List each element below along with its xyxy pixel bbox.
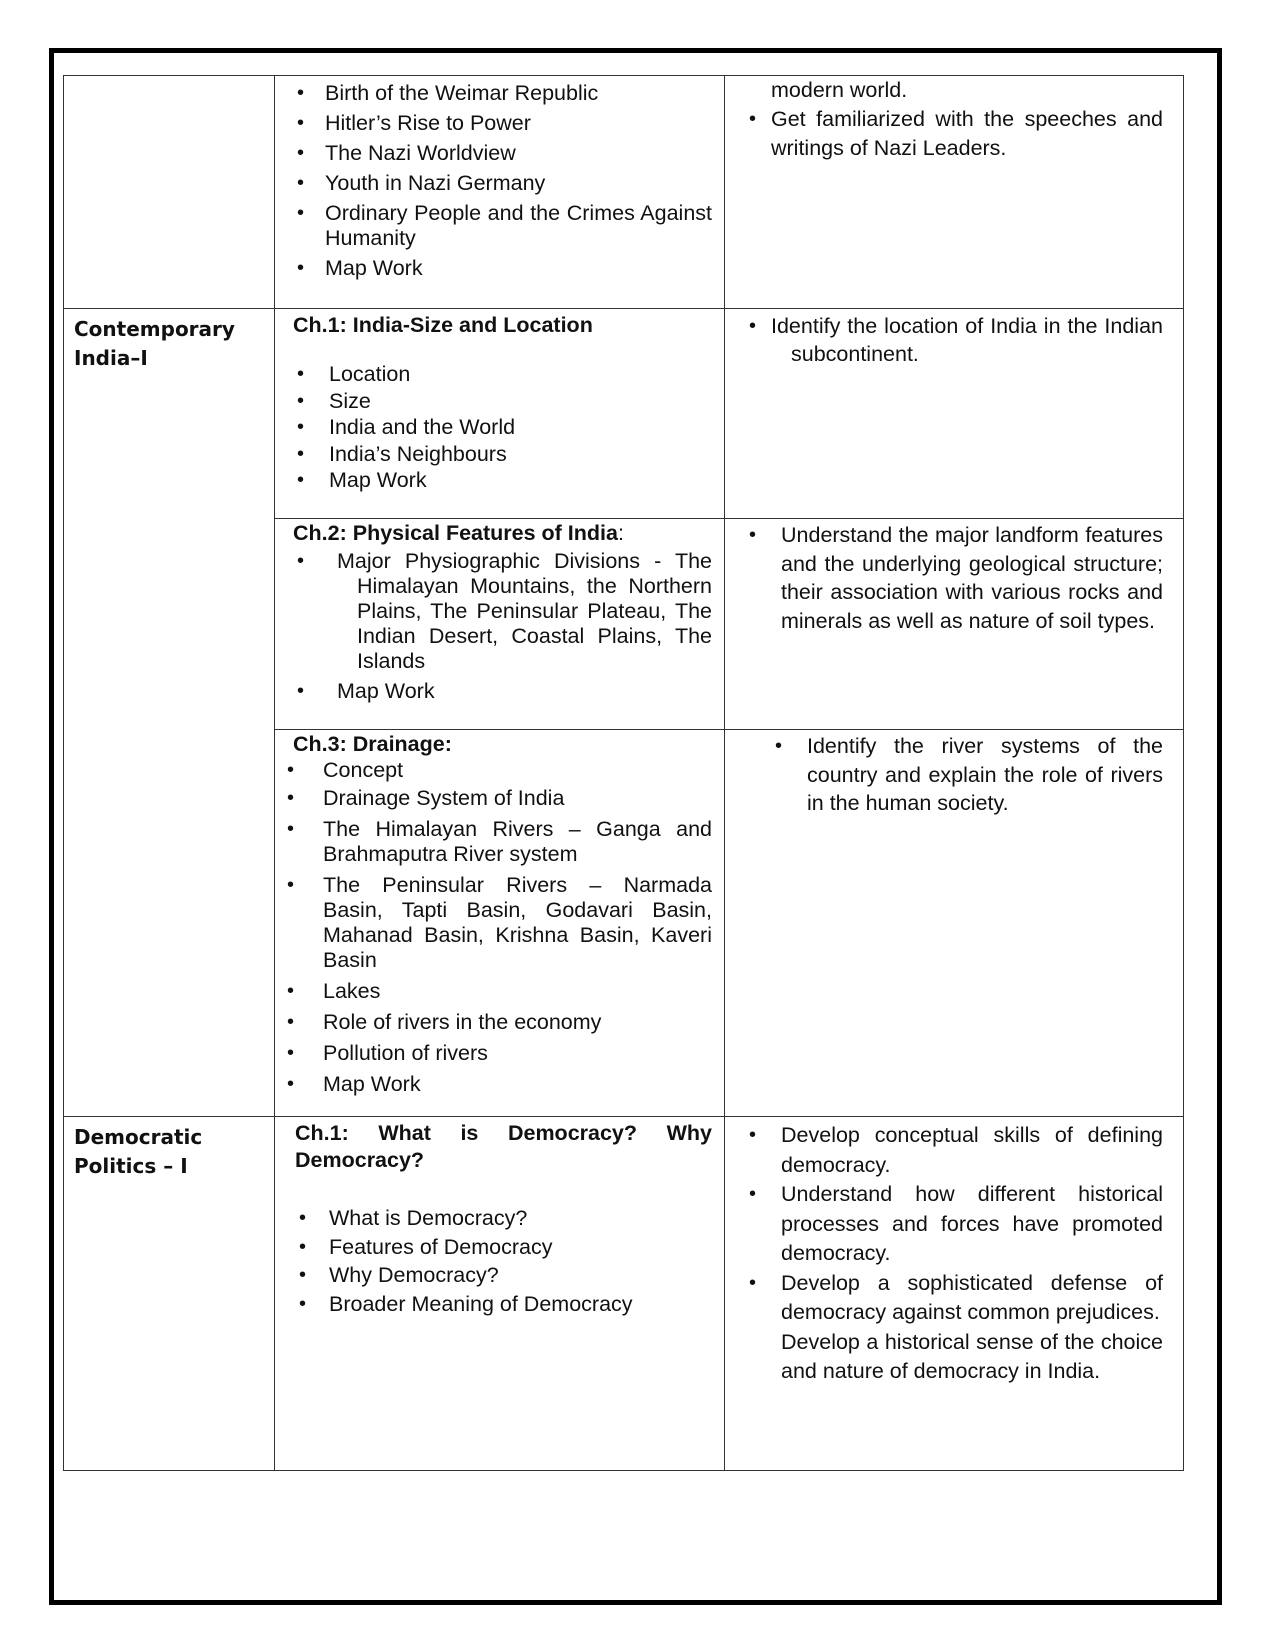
list-item: • Map Work	[293, 467, 712, 494]
topic-list	[283, 758, 712, 1097]
list-item: • Size	[293, 388, 712, 415]
objective-list	[771, 732, 1163, 818]
list-item: • Pollution of rivers	[283, 1041, 712, 1066]
topic-list	[295, 1204, 712, 1318]
unit-title: Democratic Politics – I	[74, 1125, 203, 1178]
syllabus-table	[63, 75, 1184, 1471]
table-row	[64, 1117, 1184, 1471]
list-item: • The Peninsular Rivers – Narmada Basin, Tapti Basin, Godavari Basin, Mahanad Basin, Krishna Basin, Kaveri Basin	[283, 873, 712, 973]
list-item: • Ordinary People and the Crimes Against Humanity	[293, 201, 712, 251]
objective-list	[745, 1121, 1163, 1328]
objective-list	[745, 105, 1163, 163]
list-item: • Birth of the Weimar Republic	[293, 81, 712, 106]
list-item: • The Nazi Worldview	[293, 141, 712, 166]
objective-list	[745, 521, 1163, 635]
chapter-title: Ch.3: Drainage:	[293, 732, 452, 756]
unit-cell	[64, 309, 275, 1117]
list-item: • Role of rivers in the economy	[283, 1010, 712, 1035]
list-item: • India and the World	[293, 414, 712, 441]
chapter-title: Ch.1: India-Size and Location	[293, 313, 593, 337]
objective-list	[745, 312, 1163, 368]
list-item: • India’s Neighbours	[293, 441, 712, 468]
list-item: • Develop conceptual skills of defining democracy.	[745, 1121, 1163, 1180]
list-item: • Understand how different historical processes and forces have promoted democracy.	[745, 1180, 1163, 1269]
list-item: • Location	[293, 361, 712, 388]
topics-cell	[275, 519, 725, 730]
list-item: • Understand the major landform features and the underlying geological structure; their association with various rocks and minerals as well as nature of soil types.	[745, 521, 1163, 635]
objective-continuation: modern world.	[771, 78, 908, 102]
topics-cell	[275, 730, 725, 1117]
list-item: • Features of Democracy	[295, 1233, 712, 1262]
objective-continuation: Develop a historical sense of the choice and nature of democracy in India.	[781, 1329, 1163, 1383]
objectives-cell	[725, 309, 1184, 519]
list-item: • Concept	[283, 758, 712, 783]
unit-cell	[64, 1117, 275, 1471]
list-item: • Why Democracy?	[295, 1261, 712, 1290]
list-item: • Map Work	[293, 256, 712, 281]
unit-cell	[64, 76, 275, 309]
list-item: • Major Physiographic Divisions - The Himalayan Mountains, the Northern Plains, The Peninsular Plateau, The Indian Desert, Coastal Plains, The Islands	[293, 549, 712, 674]
unit-title: Contemporary India–I	[74, 317, 235, 370]
chapter-title: Ch.1: What is Democracy? Why Democracy?	[295, 1121, 712, 1172]
objectives-cell	[725, 519, 1184, 730]
list-item: • Drainage System of India	[283, 786, 712, 811]
list-item: • Broader Meaning of Democracy	[295, 1290, 712, 1319]
chapter-title: Ch.2: Physical Features of India:	[293, 521, 624, 545]
objectives-cell	[725, 730, 1184, 1117]
list-item: • The Himalayan Rivers – Ganga and Brahmaputra River system	[283, 817, 712, 867]
topics-cell	[275, 1117, 725, 1471]
objectives-cell	[725, 1117, 1184, 1471]
topic-list	[293, 549, 712, 704]
list-item: • Develop a sophisticated defense of democracy against common prejudices.	[745, 1269, 1163, 1328]
table-row	[64, 76, 1184, 309]
topics-cell	[275, 76, 725, 309]
objectives-cell	[725, 76, 1184, 309]
list-item: • Identify the river systems of the country and explain the role of rivers in the human society.	[771, 732, 1163, 818]
topic-list	[293, 81, 712, 281]
list-item: • Youth in Nazi Germany	[293, 171, 712, 196]
list-item: • Identify the location of India in the Indian subcontinent.	[745, 312, 1163, 368]
list-item: • What is Democracy?	[295, 1204, 712, 1233]
list-item: • Lakes	[283, 979, 712, 1004]
list-item: • Map Work	[293, 679, 712, 704]
topic-list	[293, 361, 712, 494]
table-row	[64, 309, 1184, 519]
list-item: • Hitler’s Rise to Power	[293, 111, 712, 136]
list-item: • Get familiarized with the speeches and writings of Nazi Leaders.	[745, 105, 1163, 163]
topics-cell	[275, 309, 725, 519]
list-item: • Map Work	[283, 1072, 712, 1097]
